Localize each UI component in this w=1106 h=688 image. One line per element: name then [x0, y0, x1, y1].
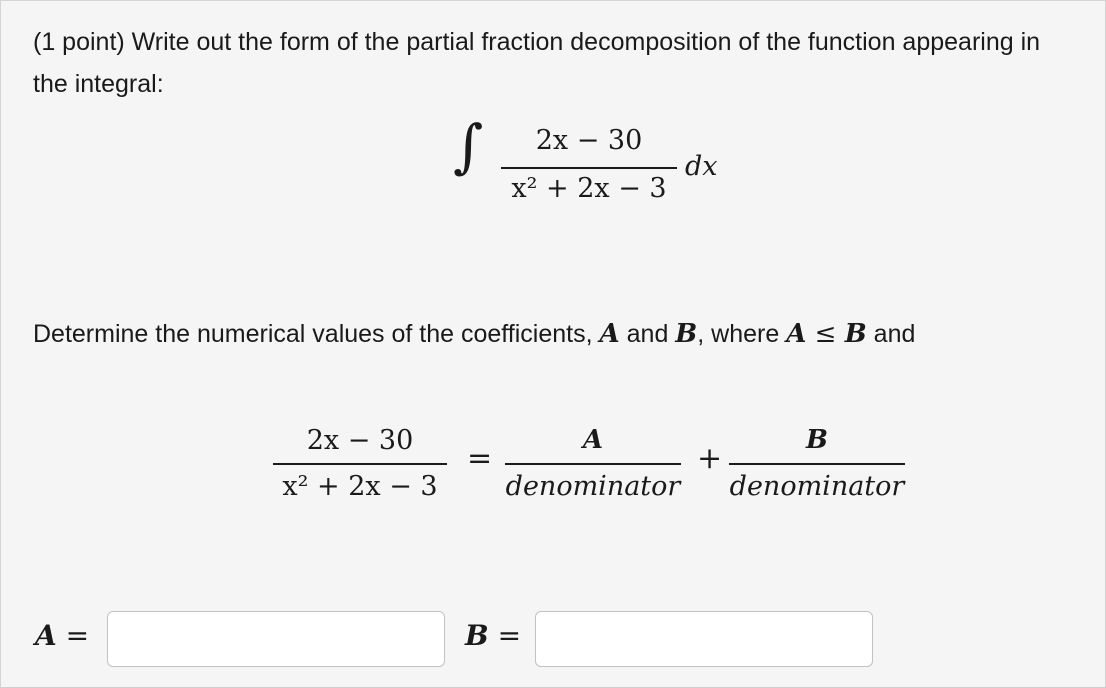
- determine-and: and: [619, 320, 676, 348]
- integral-fraction: [501, 123, 677, 213]
- answer-b-label: B =: [465, 619, 522, 652]
- decomp-lhs-bar: [273, 463, 447, 465]
- var-b-condition: B: [844, 319, 867, 349]
- term2-bar: [729, 463, 905, 465]
- integral-numerator: 2x − 30: [535, 125, 643, 156]
- decomp-lhs-denominator: x² + 2x − 3: [282, 471, 438, 502]
- decomp-term1-fraction: [505, 423, 681, 513]
- determine-suffix: and: [866, 320, 916, 348]
- var-a: A: [599, 319, 620, 349]
- term2-denominator: denominator: [729, 471, 905, 502]
- decomp-lhs-numerator: 2x − 30: [306, 425, 414, 456]
- problem-intro: (1 point) Write out the form of the partial fraction decomposition of the function appearing in the integral:: [33, 28, 1041, 98]
- answer-b-input[interactable]: [535, 611, 873, 667]
- term1-denominator: denominator: [505, 471, 681, 502]
- var-b: B: [675, 319, 698, 349]
- integral-differential: dx: [685, 151, 718, 182]
- decomp-lhs-fraction: [273, 423, 447, 513]
- term1-numerator: A: [582, 425, 604, 455]
- term1-bar: [505, 463, 681, 465]
- integral-fraction-bar: [501, 167, 677, 169]
- term2-numerator: B: [806, 425, 828, 455]
- integral-sign: ∫: [453, 112, 484, 180]
- integral-denominator: x² + 2x − 3: [511, 173, 667, 204]
- answer-a-input[interactable]: [107, 611, 445, 667]
- determine-where: , where: [697, 320, 787, 348]
- determine-prefix: Determine the numerical values of the coefficients,: [33, 320, 600, 348]
- leq-symbol: ≤: [806, 319, 845, 349]
- decomp-term2-fraction: [729, 423, 905, 513]
- determine-instruction: [33, 313, 1093, 355]
- var-a-condition: A: [786, 319, 807, 349]
- plus-sign: +: [697, 441, 723, 476]
- answer-a-label: A =: [35, 619, 90, 652]
- equals-sign: =: [467, 441, 493, 476]
